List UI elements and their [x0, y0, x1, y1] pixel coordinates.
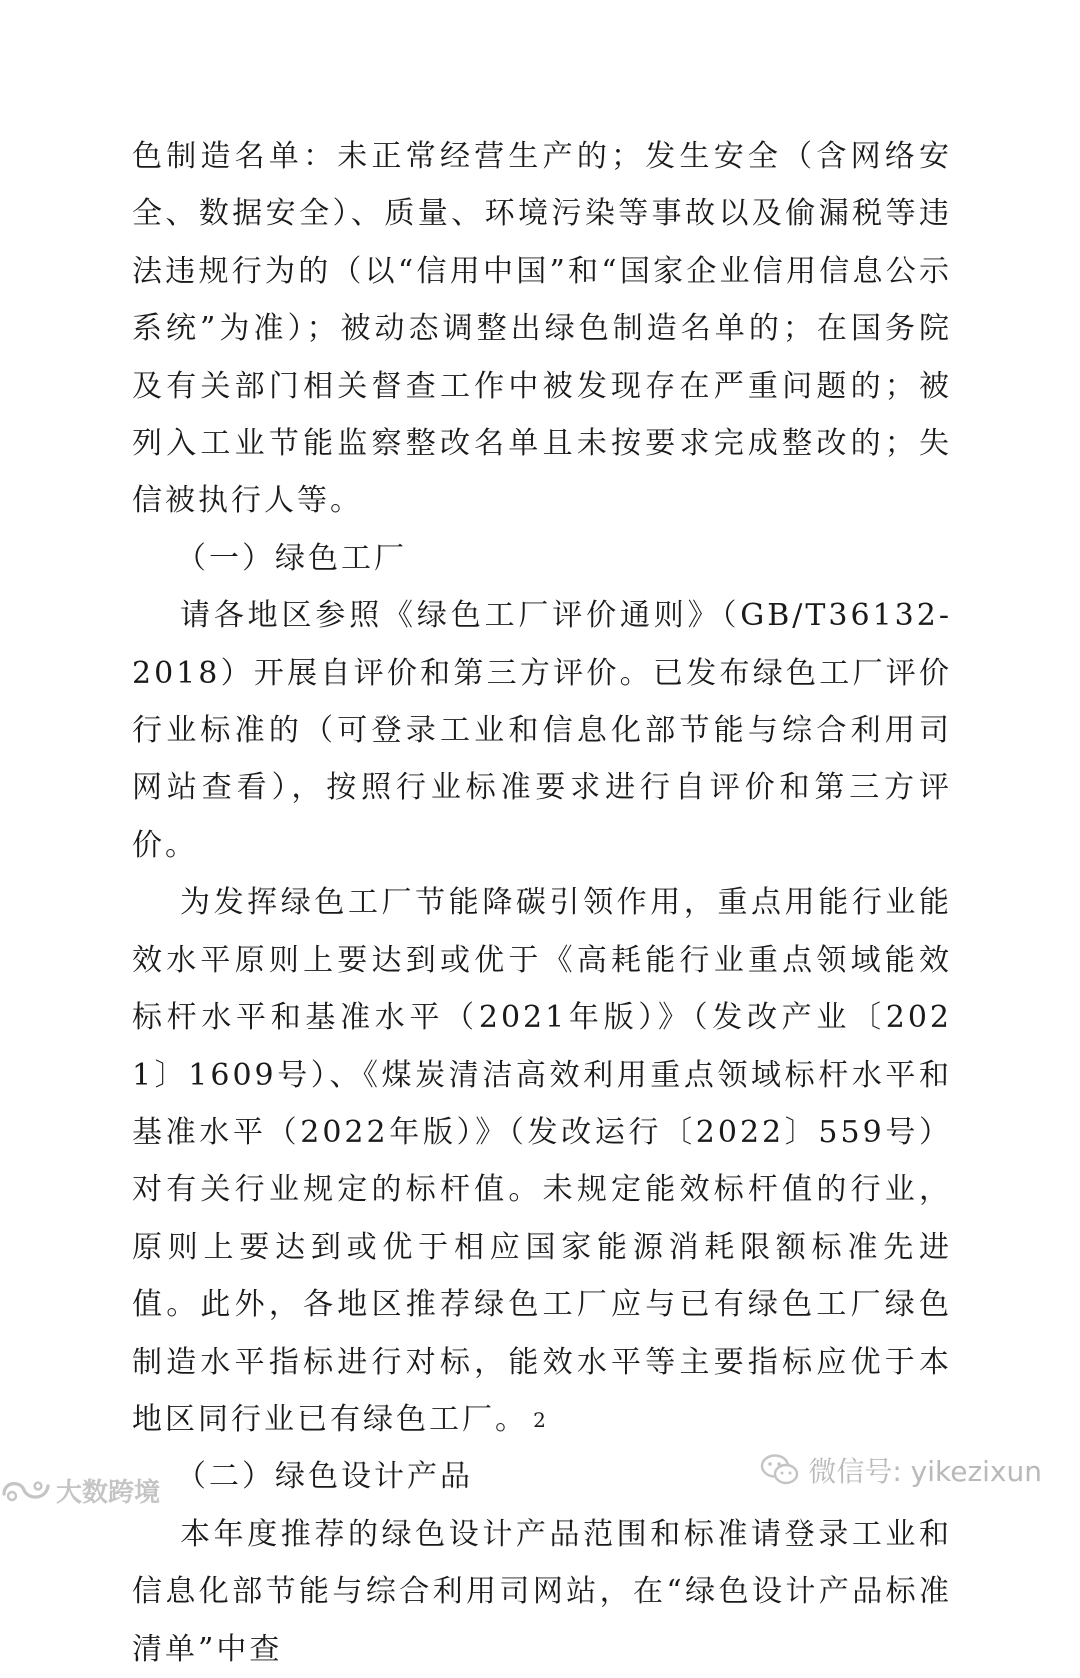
document-body	[132, 128, 952, 1678]
paragraph-green-factory-evaluation: 请各地区参照《绿色工厂评价通则》（GB/T36132-2018）开展自评价和第三方评价。已发布绿色工厂评价行业标准的（可登录工业和信息化部节能与综合利用司网站查看），按照行业标准要求进行自评价和第三方评价。	[132, 598, 952, 863]
brand-logo-icon	[0, 1474, 52, 1508]
brand-watermark-text: 大数跨境	[56, 1478, 161, 1508]
wechat-watermark-text: 微信号: yikezixun	[808, 1455, 1042, 1488]
paragraph-green-design-product-scope: 本年度推荐的绿色设计产品范围和标准请登录工业和信息化部节能与综合利用司网站，在“绿色设计产品标准清单”中查	[132, 1516, 952, 1667]
paragraph-energy-efficiency-benchmark: 为发挥绿色工厂节能降碳引领作用，重点用能行业能效水平原则上要达到或优于《高耗能行业重点领域能效标杆水平和基准水平（2021年版）》（发改产业〔2021〕1609号）、《煤炭清洁高效利用重点领域标杆水平和基准水平（2022年版）》（发改运行〔2022〕559号）对有关行业规定的标杆值。未规定能效标杆值的行业，原则上要达到或优于相应国家能源消耗限额标准先进值。此外，各地区推荐绿色工厂应与已有绿色工厂绿色制造水平指标进行对标，能效水平等主要指标应优于本地区同行业已有绿色工厂。	[132, 885, 952, 1437]
page-number: 2	[533, 1408, 547, 1432]
wechat-watermark	[760, 1450, 1042, 1490]
section-heading-green-design-product: （二）绿色设计产品	[176, 1459, 473, 1495]
paragraph-disqualification-criteria: 色制造名单：未正常经营生产的；发生安全（含网络安全、数据安全）、质量、环境污染等事故以及偷漏税等违法违规行为的（以“信用中国”和“国家企业信用信息公示系统”为准）；被动态调整出绿色制造名单的；在国务院及有关部门相关督查工作中被发现存在严重问题的；被列入工业节能监察整改名单且未按要求完成整改的；失信被执行人等。	[132, 139, 952, 519]
section-heading-green-factory: （一）绿色工厂	[176, 540, 407, 576]
brand-watermark	[0, 1472, 160, 1509]
wechat-icon	[760, 1453, 800, 1487]
